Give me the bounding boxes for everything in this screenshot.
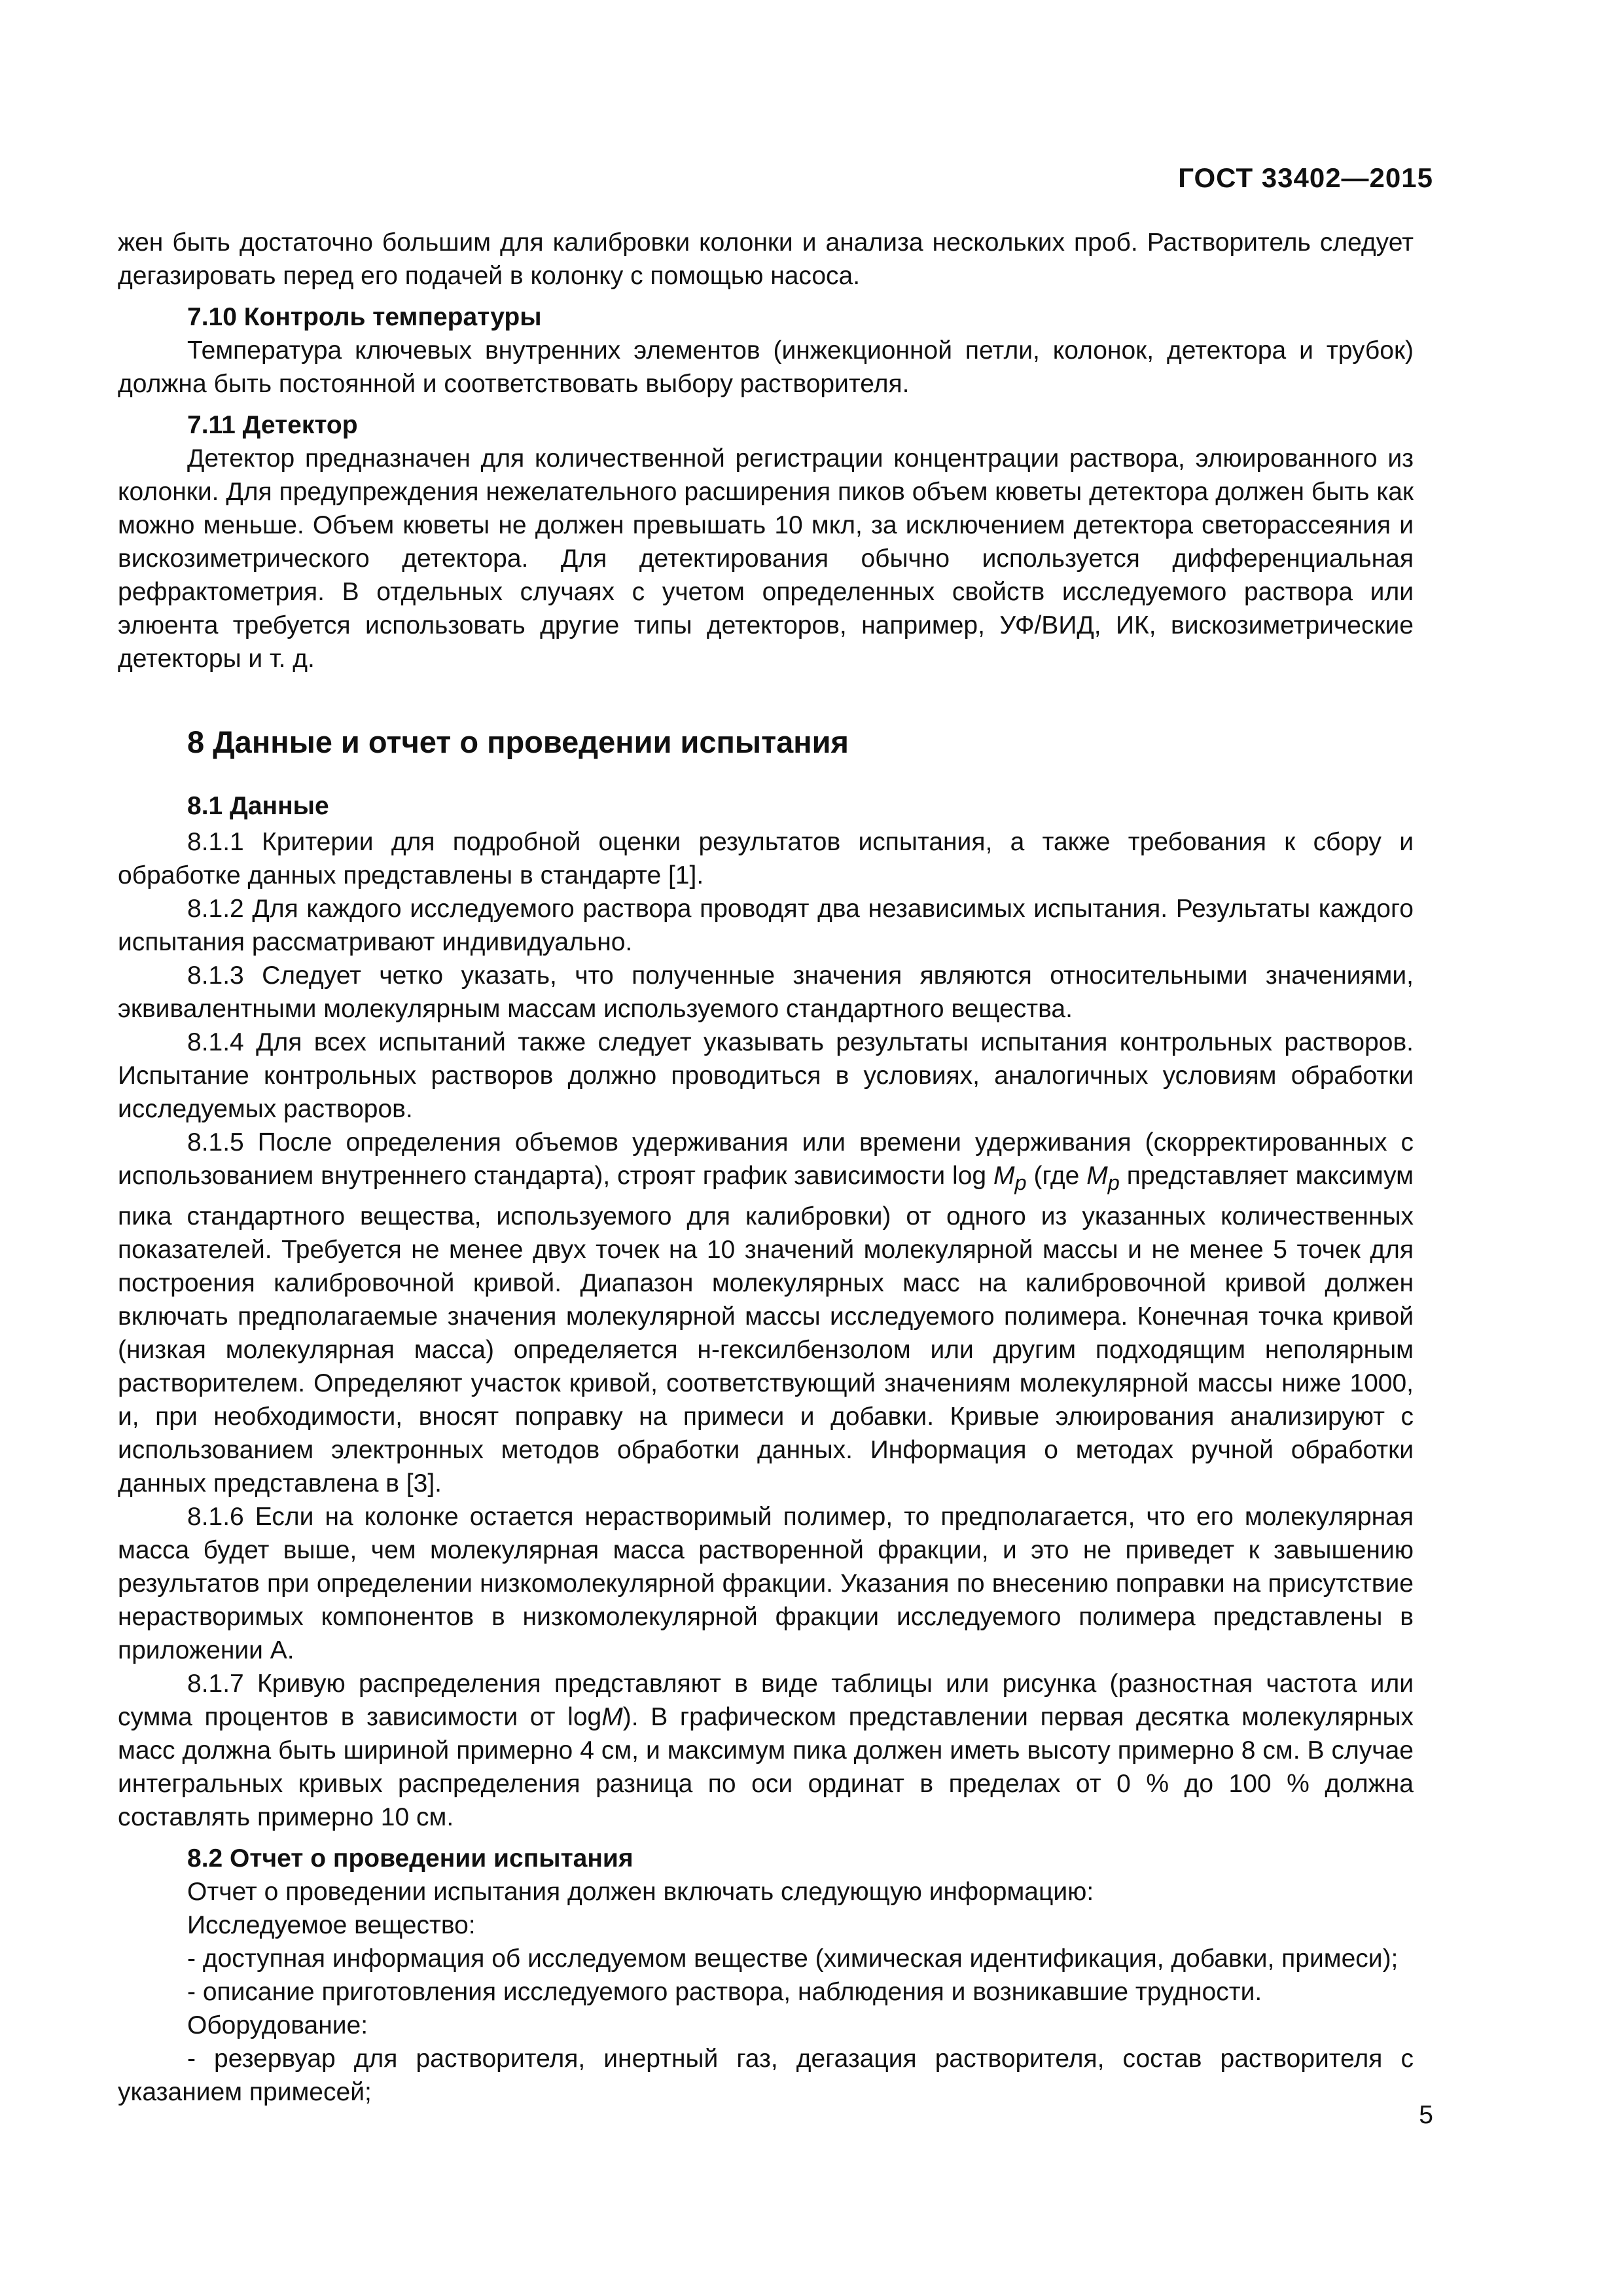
list-item: - резервуар для растворителя, инертный газ, дегазация растворителя, состав растворителя с указанием примесей; [118,2044,1414,2106]
paragraph-8-1-4: 8.1.4 Для всех испытаний также следует указывать результаты испытания контрольных растворов. Испытание контрольных растворов должно проводиться в условиях, аналогичных условиям обработки исследуемых растворов. [118,1028,1414,1123]
paragraph-8-1-2: 8.1.2 Для каждого исследуемого раствора проводят два независимых испытания. Результаты каждого испытания рассматривают индивидуально. [118,895,1414,956]
document-header: ГОСТ 33402—2015 [1178,162,1433,193]
section-7-11-title: 7.11 Детектор [187,411,358,439]
section-7-11-text: Детектор предназначен для количественной регистрации концентрации раствора, элюированного из колонки. Для предупреждения нежелательного расширения пиков объем кюветы детектора должен быть как можно меньше. Объем кюветы не должен превышать 10 мкл, за исключением детектора светорассеяния и вискозиметрического детектора. Для детектирования обычно используется дифференциальная рефрактометрия. В отдельных случаях с учетом определенных свойств исследуемого раствора или элюента требуется использовать другие типы детекторов, например, УФ/ВИД, ИК, вискозиметрические детекторы и т. д. [118,444,1414,673]
paragraph-8-1-6: 8.1.6 Если на колонке остается нерастворимый полимер, то предполагается, что его молекулярная масса будет выше, чем молекулярная масса растворенной фракции, и это не приведет к завышению результатов при определении низкомолекулярной фракции. Указания по внесению поправки на присутствие нерастворимых компонентов в низкомолекулярной фракции исследуемого полимера представлены в приложении А. [118,1502,1414,1664]
section-8-title: 8 Данные и отчет о проведении испытания [187,725,849,759]
section-8-2-intro: Отчет о проведении испытания должен включать следующую информацию: [187,1877,1094,1906]
paragraph-8-1-1: 8.1.1 Критерии для подробной оценки результатов испытания, а также требования к сбору и обработке данных представлены в стандарте [1]. [118,828,1414,889]
section-8-2-substance-label: Исследуемое вещество: [187,1910,476,1939]
section-8-1-title: 8.1 Данные [187,792,329,820]
document-body [118,226,1414,2109]
paragraph-8-1-3: 8.1.3 Следует четко указать, что полученные значения являются относительными значениями, эквивалентными молекулярным массам используемого стандартного вещества. [118,961,1414,1023]
section-8-2-title: 8.2 Отчет о проведении испытания [187,1844,633,1873]
section-7-10-text: Температура ключевых внутренних элементов (инжекционной петли, колонок, детектора и трубок) должна быть постоянной и соответствовать выбору растворителя. [118,336,1414,398]
paragraph-8-1-7: 8.1.7 Кривую распределения представляют в виде таблицы или рисунка (разностная частота или сумма процентов в зависимости от logM). В графическом представлении первая десятка молекулярных масс должна быть шириной примерно 4 см, и максимум пика должен иметь высоту примерно 8 см. В случае интегральных кривых распределения разница по оси ординат в пределах от 0 % до 100 % должна составлять примерно 10 см. [118,1669,1414,1831]
section-7-10-title: 7.10 Контроль температуры [187,303,542,331]
list-item: - доступная информация об исследуемом веществе (химическая идентификация, добавки, примеси); [187,1944,1399,1973]
paragraph-8-1-5: 8.1.5 После определения объемов удерживания или времени удерживания (скорректированных с использованием внутреннего стандарта), строят график зависимости $\log M_p$ (где $M_p$ представляет максимум пика стандартного вещества, используемого для калибровки) от одного из указанных количественных показателей. Требуется не менее двух точек на 10 значений молекулярной массы и не менее 5 точек для построения калибровочной кривой. Диапазон молекулярных масс на калибровочной кривой должен включать предполагаемые значения молекулярной массы исследуемого полимера. Конечная точка кривой (низкая молекулярная масса) определяется н-гексилбензолом или другим подходящим неполярным растворителем. Определяют участок кривой, соответствующий значениям молекулярной массы ниже 1000, и, при необходимости, вносят поправку на примеси и добавки. Кривые элюирования анализируют с использованием электронных методов обработки данных. Информация о методах ручной обработки данных представлена в [3]. [118,1128,1414,1498]
section-8-2-equipment-label: Оборудование: [187,2011,368,2039]
list-item: - описание приготовления исследуемого раствора, наблюдения и возникавшие трудности. [187,1977,1262,2006]
paragraph-intro: жен быть достаточно большим для калибровки колонки и анализа нескольких проб. Растворитель следует дегазировать перед его подачей в колонку с помощью насоса. [118,228,1414,290]
page-number: 5 [1419,2101,1433,2129]
